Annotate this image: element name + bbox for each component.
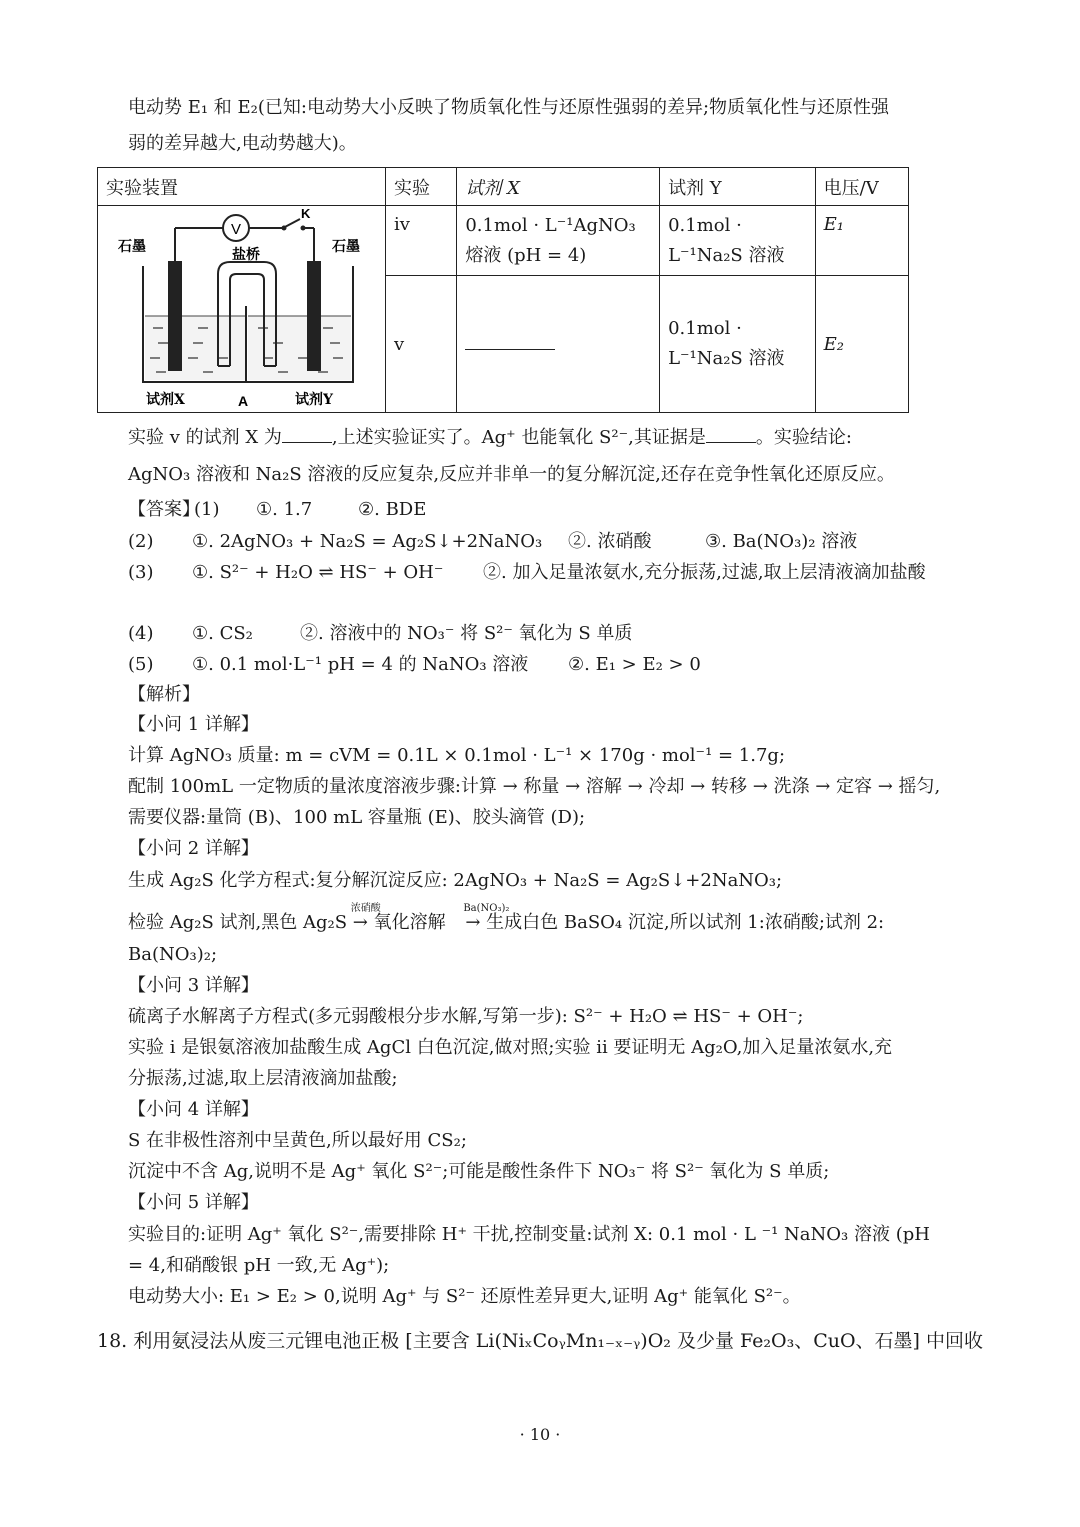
conclusion-line: AgNO₃ 溶液和 Na₂S 溶液的反应复杂,反应并非单一的复分解沉淀,还存在竞争性氧化还原反应。 bbox=[128, 464, 895, 485]
q1-line-3: 需要仪器:量筒 (B)、100 mL 容量瓶 (E)、胶头滴管 (D); bbox=[128, 807, 586, 828]
header-voltage: 电压/V bbox=[815, 168, 908, 206]
answer-2-c: ③. Ba(NO₃)₂ 溶液 bbox=[705, 531, 858, 552]
q3-title: 【小问 3 详解】 bbox=[128, 975, 259, 996]
experiment-table bbox=[97, 167, 909, 413]
left-electrode-label: 石墨 bbox=[118, 239, 146, 255]
answer-5-b: ②. E₁ > E₂ > 0 bbox=[568, 654, 701, 675]
analysis-label: 【解析】 bbox=[128, 684, 200, 705]
q2-line-1: 生成 Ag₂S 化学方程式:复分解沉淀反应: 2AgNO₃ + Na₂S = Ag₂S↓+2NaNO₃; bbox=[128, 870, 783, 891]
page-number: · 10 · bbox=[519, 1425, 561, 1444]
answer-label: 【答案】 bbox=[128, 499, 200, 520]
row-iv-reagent-y: 0.1mol · L⁻¹Na₂S 溶液 bbox=[660, 206, 816, 276]
header-apparatus: 实验装置 bbox=[98, 168, 386, 206]
answer-blank-2 bbox=[706, 428, 756, 443]
q1-line-2: 配制 100mL 一定物质的量浓度溶液步骤:计算 → 称量 → 溶解 → 冷却 → 转移 → 洗涤 → 定容 → 摇匀, bbox=[128, 776, 941, 797]
q2-line-2: 检验 Ag₂S 试剂,黑色 Ag₂S 浓硝酸 → 氧化溶解 Ba(NO₃)₂ → 生成白色 BaSO₄ 沉淀,所以试剂 1:浓硝酸;试剂 2: bbox=[128, 910, 884, 936]
answer-5-num: (5) bbox=[128, 654, 154, 675]
q1-line-1: 计算 AgNO₃ 质量: m = cVM = 0.1L × 0.1mol · L⁻¹ × 170g · mol⁻¹ = 1.7g; bbox=[128, 745, 786, 766]
row-v-experiment: v bbox=[386, 276, 457, 413]
answer-5-a: ①. 0.1 mol·L⁻¹ pH = 4 的 NaNO₃ 溶液 bbox=[192, 654, 529, 675]
q5-line-3: 电动势大小: E₁ > E₂ > 0,说明 Ag⁺ 与 S²⁻ 还原性差异更大,证明 Ag⁺ 能氧化 S²⁻。 bbox=[128, 1286, 801, 1307]
answer-2-num: (2) bbox=[128, 531, 154, 552]
arrow-with-barium-nitrate: Ba(NO₃)₂ → bbox=[463, 903, 510, 933]
answer-4-a: ①. CS₂ bbox=[192, 623, 253, 644]
arrow-with-conc-nitric: 浓硝酸 → bbox=[350, 903, 381, 933]
row-iv-reagent-x: 0.1mol · L⁻¹AgNO₃ 熔液 (pH = 4) bbox=[457, 206, 660, 276]
header-reagent-y: 试剂 Y bbox=[660, 168, 816, 206]
answer-3-num: (3) bbox=[128, 562, 154, 583]
q2-title: 【小问 2 详解】 bbox=[128, 838, 259, 859]
question-18: 18. 利用氨浸法从废三元锂电池正极 [主要含 Li(NiₓCoᵧMn₁₋ₓ₋ᵧ)O₂ 及少量 Fe₂O₃、CuO、石墨] 中回收 bbox=[97, 1330, 983, 1352]
q5-line-2: = 4,和硝酸银 pH 一致,无 Ag⁺); bbox=[128, 1255, 390, 1276]
right-graphite-electrode bbox=[307, 261, 321, 371]
salt-bridge-label: 盐桥 bbox=[232, 247, 260, 263]
answer-1-a: ①. 1.7 bbox=[256, 499, 313, 520]
answer-3-a: ①. S²⁻ + H₂O ⇌ HS⁻ + OH⁻ bbox=[192, 562, 444, 583]
answer-4-b: ②. 溶液中的 NO₃⁻ 将 S²⁻ 氧化为 S 单质 bbox=[300, 623, 633, 644]
reagent-x-label: 试剂X bbox=[146, 392, 185, 408]
answer-3-b: ②. 加入足量浓氨水,充分振荡,过滤,取上层清液滴加盐酸 bbox=[483, 562, 926, 583]
q4-line-2: 沉淀中不含 Ag,说明不是 Ag⁺ 氧化 S²⁻;可能是酸性条件下 NO₃⁻ 将 S²⁻ 氧化为 S 单质; bbox=[128, 1161, 830, 1182]
q3-line-1: 硫离子水解离子方程式(多元弱酸根分步水解,写第一步): S²⁻ + H₂O ⇌ HS⁻ + OH⁻; bbox=[128, 1006, 804, 1027]
switch-label: K bbox=[301, 206, 311, 221]
q4-title: 【小问 4 详解】 bbox=[128, 1099, 259, 1120]
answer-1-num: (1) bbox=[194, 499, 220, 520]
q4-line-1: S 在非极性溶剂中呈黄色,所以最好用 CS₂; bbox=[128, 1130, 467, 1151]
voltmeter-label: V bbox=[230, 221, 242, 238]
apparatus-cell bbox=[98, 206, 386, 413]
answer-1-b: ②. BDE bbox=[358, 499, 427, 520]
row-iv-experiment: iv bbox=[386, 206, 457, 276]
q1-title: 【小问 1 详解】 bbox=[128, 714, 259, 735]
q3-line-2: 实验 i 是银氨溶液加盐酸生成 AgCl 白色沉淀,做对照;实验 ii 要证明无 Ag₂O,加入足量浓氨水,充 bbox=[128, 1037, 893, 1058]
row-v-voltage: E₂ bbox=[815, 276, 908, 413]
header-experiment: 实验 bbox=[386, 168, 457, 206]
answer-4-num: (4) bbox=[128, 623, 154, 644]
answer-blank-1 bbox=[282, 428, 332, 443]
reagent-x-blank bbox=[465, 335, 555, 350]
right-electrode-label: 石墨 bbox=[332, 239, 360, 255]
question-line: 实验 v 的试剂 X 为 ,上述实验证实了。Ag⁺ 也能氧化 S²⁻,其证据是 。实验结论: bbox=[128, 427, 852, 448]
row-v-reagent-y: 0.1mol · L⁻¹Na₂S 溶液 bbox=[660, 276, 816, 413]
beaker-label: A bbox=[238, 393, 249, 409]
answer-2-a: ①. 2AgNO₃ + Na₂S = Ag₂S↓+2NaNO₃ bbox=[192, 531, 543, 552]
answer-2-b: ②. 浓硝酸 bbox=[568, 531, 652, 552]
galvanic-cell-diagram bbox=[98, 206, 385, 412]
header-reagent-x: 试剂 X bbox=[457, 168, 660, 206]
q5-line-1: 实验目的:证明 Ag⁺ 氧化 S²⁻,需要排除 H⁺ 干扰,控制变量:试剂 X: 0.1 mol · L ⁻¹ NaNO₃ 溶液 (pH bbox=[128, 1224, 930, 1245]
intro-line-1: 电动势 E₁ 和 E₂(已知:电动势大小反映了物质氧化性与还原性强弱的差异;物质氧化性与还原性强 bbox=[128, 97, 890, 118]
row-v-reagent-x bbox=[457, 276, 660, 413]
reagent-y-label: 试剂Y bbox=[295, 392, 333, 408]
q5-title: 【小问 5 详解】 bbox=[128, 1192, 259, 1213]
intro-line-2: 弱的差异越大,电动势越大)。 bbox=[128, 133, 357, 154]
row-iv-voltage: E₁ bbox=[815, 206, 908, 276]
q2-line-3: Ba(NO₃)₂; bbox=[128, 944, 218, 965]
q3-line-3: 分振荡,过滤,取上层清液滴加盐酸; bbox=[128, 1068, 398, 1089]
left-graphite-electrode bbox=[168, 261, 182, 371]
